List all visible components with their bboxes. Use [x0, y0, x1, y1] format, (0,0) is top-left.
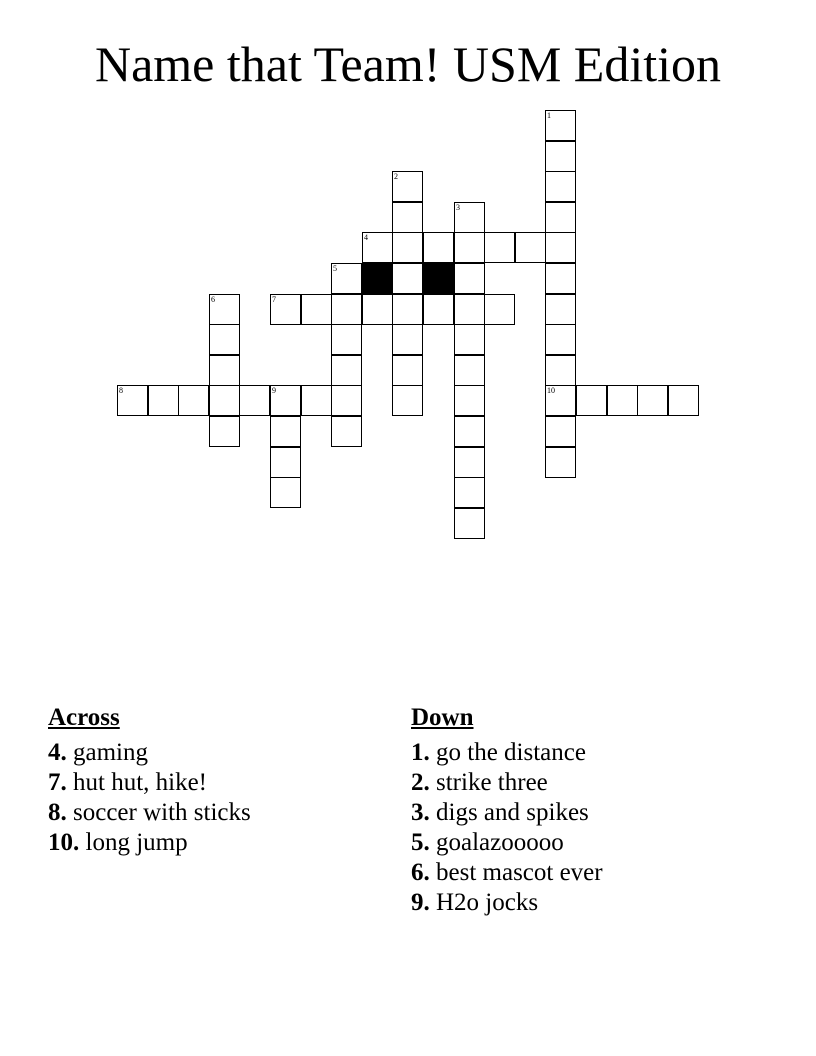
down-clues	[411, 703, 791, 918]
cell-number: 4	[364, 233, 368, 242]
grid-cell[interactable]	[270, 294, 301, 325]
grid-cell[interactable]	[331, 385, 362, 416]
grid-cell[interactable]	[331, 294, 362, 325]
cell-number: 10	[547, 386, 555, 395]
grid-cell[interactable]	[331, 324, 362, 355]
down-heading: Down	[411, 704, 474, 731]
grid-cell[interactable]	[484, 294, 515, 325]
grid-cell[interactable]	[331, 416, 362, 447]
clue-item	[411, 738, 791, 768]
grid-cell[interactable]	[454, 508, 485, 539]
grid-cell[interactable]	[209, 355, 240, 386]
grid-cell[interactable]	[270, 477, 301, 508]
clue-item	[48, 768, 388, 798]
grid-cell[interactable]	[331, 355, 362, 386]
grid-cell[interactable]	[392, 202, 423, 233]
black-square	[362, 263, 393, 294]
grid-cell[interactable]	[392, 294, 423, 325]
grid-cell[interactable]	[545, 385, 576, 416]
clue-text: H2o jocks	[436, 889, 539, 916]
grid-cell[interactable]	[392, 263, 423, 294]
clue-item	[48, 828, 388, 858]
black-square	[423, 263, 454, 294]
clue-text: gaming	[73, 739, 148, 766]
grid-cell[interactable]	[209, 294, 240, 325]
grid-cell[interactable]	[331, 263, 362, 294]
grid-cell[interactable]	[117, 385, 148, 416]
grid-cell[interactable]	[454, 447, 485, 478]
grid-cell[interactable]	[668, 385, 699, 416]
down-clue-list	[411, 738, 791, 918]
cell-number: 5	[333, 264, 337, 273]
clue-number: 4.	[48, 739, 67, 766]
grid-cell[interactable]	[178, 385, 209, 416]
cell-number: 7	[272, 295, 276, 304]
grid-cell[interactable]	[545, 232, 576, 263]
grid-cell[interactable]	[392, 324, 423, 355]
grid-cell[interactable]	[362, 294, 393, 325]
grid-cell[interactable]	[148, 385, 179, 416]
grid-cell[interactable]	[209, 324, 240, 355]
grid-cell[interactable]	[545, 355, 576, 386]
grid-cell[interactable]	[209, 416, 240, 447]
across-clues	[48, 703, 388, 858]
grid-cell[interactable]	[545, 171, 576, 202]
grid-cell[interactable]	[545, 110, 576, 141]
grid-cell[interactable]	[545, 141, 576, 172]
grid-cell[interactable]	[454, 385, 485, 416]
cell-number: 6	[211, 295, 215, 304]
grid-cell[interactable]	[209, 385, 240, 416]
grid-cell[interactable]	[545, 416, 576, 447]
grid-cell[interactable]	[545, 324, 576, 355]
clue-item	[411, 798, 791, 828]
cell-number: 1	[547, 111, 551, 120]
clue-number: 3.	[411, 799, 430, 826]
grid-cell[interactable]	[545, 294, 576, 325]
clue-item	[411, 828, 791, 858]
clue-text: long jump	[85, 829, 188, 856]
clue-text: go the distance	[436, 739, 586, 766]
grid-cell[interactable]	[454, 355, 485, 386]
clue-text: hut hut, hike!	[73, 769, 208, 796]
cell-number: 3	[456, 203, 460, 212]
grid-cell[interactable]	[392, 171, 423, 202]
across-heading: Across	[48, 704, 120, 731]
grid-cell[interactable]	[454, 263, 485, 294]
clue-text: soccer with sticks	[73, 799, 251, 826]
grid-cell[interactable]	[392, 385, 423, 416]
grid-cell[interactable]	[301, 385, 332, 416]
grid-cell[interactable]	[392, 355, 423, 386]
grid-cell[interactable]	[454, 324, 485, 355]
clue-number: 2.	[411, 769, 430, 796]
cell-number: 9	[272, 386, 276, 395]
grid-cell[interactable]	[392, 232, 423, 263]
grid-cell[interactable]	[270, 416, 301, 447]
grid-cell[interactable]	[545, 263, 576, 294]
clue-item	[411, 858, 791, 888]
grid-cell[interactable]	[239, 385, 270, 416]
page-title: Name that Team! USM Edition	[94, 36, 722, 92]
clue-number: 1.	[411, 739, 430, 766]
clue-text: goalazooooo	[436, 829, 564, 856]
clue-number: 10.	[48, 829, 80, 856]
clue-item	[411, 888, 791, 918]
grid-cell[interactable]	[454, 294, 485, 325]
cell-number: 2	[394, 172, 398, 181]
grid-cell[interactable]	[423, 232, 454, 263]
grid-cell[interactable]	[515, 232, 546, 263]
grid-cell[interactable]	[637, 385, 668, 416]
clue-number: 7.	[48, 769, 67, 796]
clue-item	[48, 738, 388, 768]
grid-cell[interactable]	[301, 294, 332, 325]
grid-cell[interactable]	[545, 447, 576, 478]
across-clue-list	[48, 738, 388, 858]
grid-cell[interactable]	[270, 447, 301, 478]
grid-cell[interactable]	[454, 202, 485, 233]
clue-item	[48, 798, 388, 828]
grid-cell[interactable]	[454, 416, 485, 447]
grid-cell[interactable]	[423, 294, 454, 325]
grid-cell[interactable]	[576, 385, 607, 416]
clue-number: 6.	[411, 859, 430, 886]
clue-number: 5.	[411, 829, 430, 856]
grid-cell[interactable]	[454, 232, 485, 263]
clue-item	[411, 768, 791, 798]
clue-number: 8.	[48, 799, 67, 826]
grid-cell[interactable]	[270, 385, 301, 416]
grid-cell[interactable]	[362, 232, 393, 263]
clue-text: strike three	[436, 769, 548, 796]
grid-cell[interactable]	[454, 477, 485, 508]
clue-text: best mascot ever	[436, 859, 603, 886]
grid-cell[interactable]	[545, 202, 576, 233]
grid-cell[interactable]	[484, 232, 515, 263]
clue-number: 9.	[411, 889, 430, 916]
cell-number: 8	[119, 386, 123, 395]
clue-text: digs and spikes	[436, 799, 589, 826]
grid-cell[interactable]	[607, 385, 638, 416]
